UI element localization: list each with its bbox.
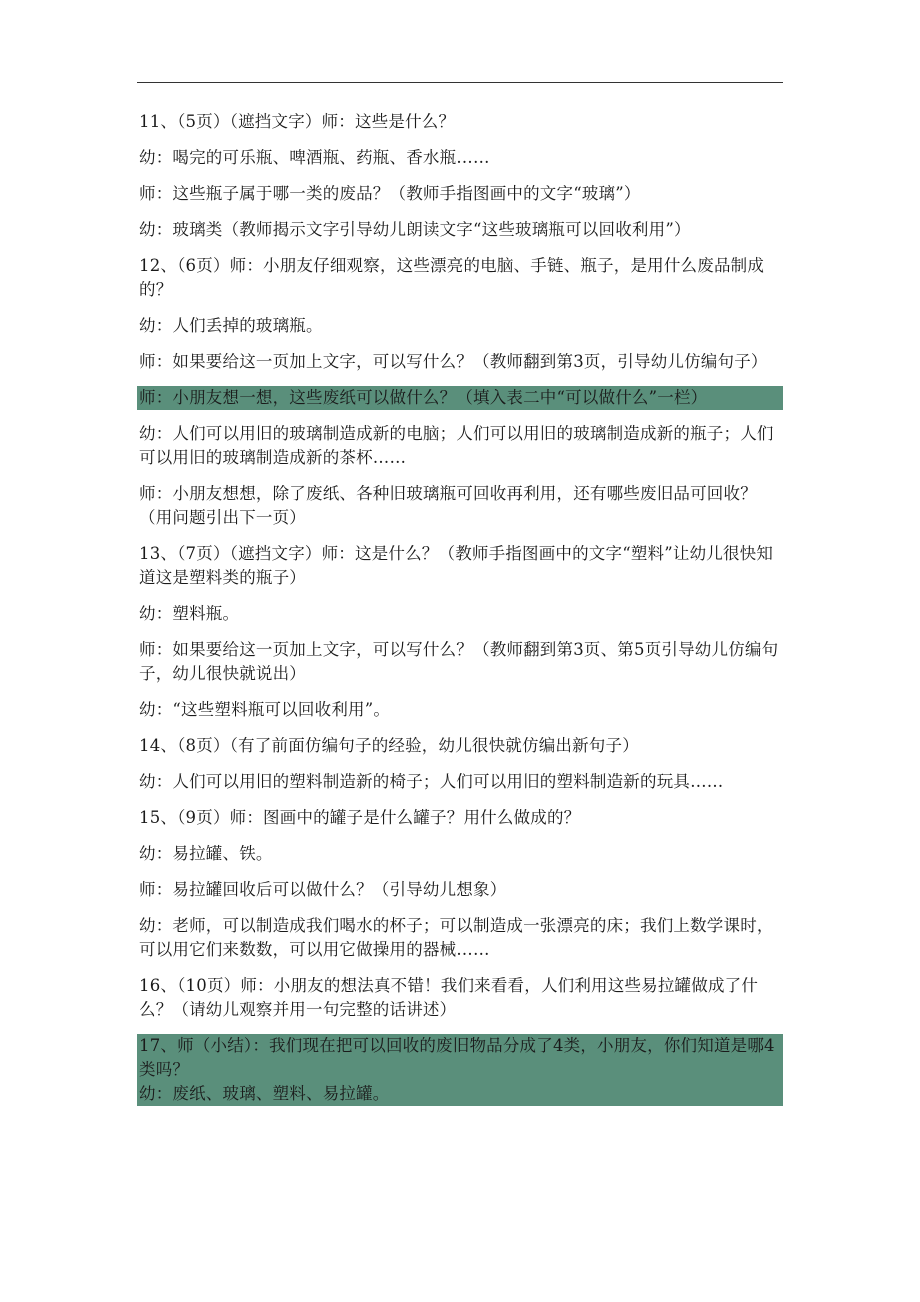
paragraph-16: 16、（10页）师：小朋友的想法真不错！我们来看看，人们利用这些易拉罐做成了什么？（请幼儿观察并用一句完整的话讲述） (139, 976, 759, 1019)
paragraph-teacher-question: 师：易拉罐回收后可以做什么？（引导幼儿想象） (139, 880, 507, 899)
paragraph-child-reply: 幼：塑料瓶。 (139, 604, 240, 623)
paragraph-child-reply: 幼：人们可以用旧的塑料制造新的椅子；人们可以用旧的塑料制造新的玩具…… (139, 772, 724, 791)
highlighted-paragraph: 师：小朋友想一想，这些废纸可以做什么？（填入表二中“可以做什么”一栏） (137, 386, 783, 410)
paragraph-teacher-question: 师：这些瓶子属于哪一类的废品？（教师手指图画中的文字“玻璃”） (139, 184, 641, 203)
paragraph-child-reply: 幼：易拉罐、铁。 (139, 844, 273, 863)
header-rule (137, 82, 783, 83)
paragraph-child-reply: 幼：人们丢掉的玻璃瓶。 (139, 316, 323, 335)
paragraph-teacher-question: 师：如果要给这一页加上文字，可以写什么？（教师翻到第3页，引导幼儿仿编句子） (139, 352, 768, 371)
paragraph-14: 14、（8页）（有了前面仿编句子的经验，幼儿很快就仿编出新句子） (139, 736, 639, 755)
paragraph-11: 11、（5页）（遮挡文字）师：这些是什么？ (139, 112, 456, 131)
paragraph-child-reply: 幼：老师，可以制造成我们喝水的杯子；可以制造成一张漂亮的床；我们上数学课时，可以用它们来数数，可以用它做操用的器械…… (139, 916, 774, 959)
paragraph-12: 12、（6页）师：小朋友仔细观察，这些漂亮的电脑、手链、瓶子，是用什么废品制成的？ (139, 256, 765, 299)
paragraph-17-summary: 17、师（小结）：我们现在把可以回收的废旧物品分成了4类，小朋友，你们知道是哪4类吗？ (139, 1036, 775, 1079)
paragraph-13: 13、（7页）（遮挡文字）师：这是什么？（教师手指图画中的文字“塑料”让幼儿很快知道这是塑料类的瓶子） (139, 544, 774, 587)
paragraph-teacher-question: 师：如果要给这一页加上文字，可以写什么？（教师翻到第3页、第5页引导幼儿仿编句子，幼儿很快就说出） (139, 640, 779, 683)
highlighted-summary-block (137, 1034, 783, 1106)
document-body (137, 110, 783, 1106)
paragraph-15: 15、（9页）师：图画中的罐子是什么罐子？用什么做成的？ (139, 808, 581, 827)
paragraph-teacher-question: 师：小朋友想想，除了废纸、各种旧玻璃瓶可回收再利用，还有哪些废旧品可回收？（用问题引出下一页） (139, 484, 757, 527)
paragraph-child-reply: 幼：喝完的可乐瓶、啤酒瓶、药瓶、香水瓶…… (139, 148, 490, 167)
paragraph-child-reply: 幼：“这些塑料瓶可以回收利用”。 (139, 700, 391, 719)
paragraph-child-answer: 幼：废纸、玻璃、塑料、易拉罐。 (139, 1084, 390, 1103)
paragraph-child-reply: 幼：人们可以用旧的玻璃制造成新的电脑；人们可以用旧的玻璃制造成新的瓶子；人们可以用旧的玻璃制造成新的茶杯…… (139, 424, 774, 467)
paragraph-child-reply: 幼：玻璃类（教师揭示文字引导幼儿朗读文字“这些玻璃瓶可以回收利用”） (139, 220, 691, 239)
